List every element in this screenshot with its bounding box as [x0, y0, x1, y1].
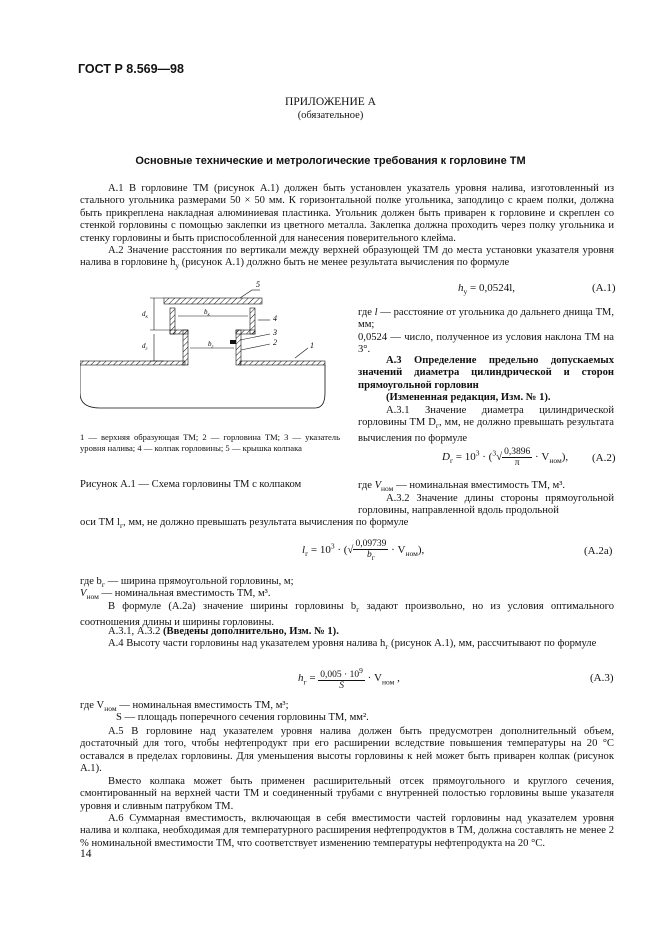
document-header: ГОСТ Р 8.569—98	[78, 62, 184, 76]
label-3: 3	[273, 328, 277, 337]
label-4: 4	[273, 314, 277, 323]
paragraph-a2: А.2 Значение расстояния по вертикали между верхней образующей ТМ до места установки указателя уровня налива в горловине $h_y$ (рисунок А.1) должно быть не менее результата вычисления по формуле	[80, 245, 614, 271]
equation-number-a2a: (А.2а)	[584, 545, 613, 557]
equation-a1: $h_y = 0,0524l$,	[458, 282, 516, 297]
figure-legend: 1 — верхняя образующая ТМ; 2 — горловина ТМ; 3 — указатель уровня налива; 4 — колпак горловины; 5 — крышка колпака	[80, 432, 340, 453]
paragraph-a31: А.3.1 Значение диаметра цилиндрической горловины ТМ $D_г$, мм, не должно превышать результата вычисления по формуле	[358, 405, 614, 444]
where-a1-line2: 0,0524 — число, полученное из условия наклона ТМ на 3°.	[358, 332, 614, 356]
equation-number-a1: (А.1)	[592, 282, 616, 294]
paragraph-a32-cont: оси ТМ $l_г$, мм, не должно превышать результата вычисления по формуле	[80, 517, 409, 531]
section-a3-edition: (Измененная редакция, Изм. № 1).	[386, 392, 551, 403]
appendix-title: ПРИЛОЖЕНИЕ А	[285, 96, 376, 108]
neck-wall-right	[236, 330, 241, 365]
paragraph-a5: А.5 В горловине над указателем уровня налива должен быть предусмотрен дополнительный объем, достаточный для того, чтобы нефтепродукт при его расширении вследствие повышения температуры на 20 °С оставался в пределах горловины. Для уменьшения высоты горловины к ней может быть приварен колпак (рисунок А.1).	[80, 726, 614, 775]
cap-cover	[164, 298, 262, 304]
svg-text:dг: $d_г$	[142, 342, 148, 352]
equation-number-a3: (А.3)	[590, 672, 614, 684]
where-a2a-line2: $V_{ном}$ — номинальная вместимость ТМ, м³.	[80, 588, 271, 602]
paragraph-a1: А.1 В горловине ТМ (рисунок А.1) должен быть установлен указатель уровня налива, изготовленный из стального угольника размерами 50 × 50 мм. К горизонтальной полке угольника, заподлицо с краем полки, должна быть прикреплена накладная алюминиевая пластинка. Угольник должен быть приварен к горловине и скреплен со стенкой горловины с помощью заклепки из цветного металла. Заклепка должна проходить через полку угольника и стенку горловины и быть приспособленной для нанесения поверительного клейма.	[80, 183, 614, 244]
cap-bottom-left	[170, 330, 188, 334]
paragraph-added: А.3.1, А.3.2 (Введены дополнительно, Изм. № 1).	[108, 626, 339, 637]
label-5: 5	[256, 280, 260, 289]
neck-scheme-drawing	[80, 268, 340, 418]
tank-body	[80, 365, 325, 408]
paragraph-a4: А.4 Высоту части горловины над указателем уровня налива $h_г$ (рисунок А.1), мм, рассчитывают по формуле	[108, 638, 597, 652]
equation-a2a: $l_г = 10^3$ · (√ $\frac{0,09739}{b_г}$ · $V_{ном}$),	[302, 539, 425, 562]
cap-bottom-right	[236, 330, 255, 334]
tank-top-left	[80, 361, 185, 365]
where-a2: где $V_{ном}$ — номинальная вместимость ТМ, м³.	[358, 480, 566, 494]
tank-top-right	[240, 361, 325, 365]
where-a3-line2: S — площадь поперечного сечения горловины ТМ, мм².	[116, 712, 369, 723]
paragraph-a5b: Вместо колпака может быть применен расширительный отсек прямоугольного и круглого сечения, смонтированный на верхней части ТМ и соединенный трубами с внутренней полостью горловины выше указателя уровня и сливным патрубком ТМ.	[80, 776, 614, 812]
where-a1-line1: где l — расстояние от угольника до дальнего днища ТМ, мм;	[358, 307, 614, 331]
appendix-note: (обязательное)	[297, 110, 364, 121]
equation-number-a2: (А.2)	[592, 452, 616, 464]
figure-caption: Рисунок А.1 — Схема горловины ТМ с колпаком	[80, 479, 302, 490]
section-title: Основные технические и метрологические требования к горловине ТМ	[135, 155, 526, 167]
where-a2a-line1: где $b_г$ — ширина прямоугольной горловины, м;	[80, 576, 294, 590]
paragraph-a2a-note: В формуле (А.2а) значение ширины горловины $b_г$ задают произвольно, но из условия оптимального соотношения длины и ширины горловины.	[80, 601, 614, 628]
svg-text:dк: $d_к$	[142, 310, 148, 320]
page-number: 14	[80, 848, 92, 860]
level-indicator	[230, 340, 236, 344]
paragraph-a32: А.3.2 Значение длины стороны прямоугольной горловины, направленной вдоль продольной	[358, 493, 614, 517]
paragraph-a6: А.6 Суммарная вместимость, включающая в себя вместимости частей горловины над указателем уровня налива и колпака, необходимая для температурного расширения нефтепродуктов в ТМ, должна составлять не менее 2 % номинальной вместимости ТМ, что соответствует изменению температуры нефтепродукта на 20 °С.	[80, 813, 614, 849]
label-2: 2	[273, 338, 277, 347]
svg-text:bг: $b_г$	[208, 340, 214, 350]
equation-a2: $D_г = 10^3 \cdot (^3√$ $\frac{0,3896}{\pi}$ · $V_{ном}$),	[442, 447, 569, 468]
svg-text:bк: $b_к$	[204, 308, 210, 318]
where-a3-line1: где $V_{ном}$ — номинальная вместимость ТМ, м³;	[80, 700, 289, 714]
figure-a1	[80, 268, 340, 418]
equation-a3: $h_г$ = $\frac{0,005 \cdot 10^9}{S}$ · $V_{ном}$ ,	[298, 666, 400, 692]
section-a3-title: А.3 Определение предельно допускаемых значений диаметра цилиндрической и сторон прямоугольной горловин	[358, 355, 614, 391]
neck-wall-left	[183, 330, 188, 365]
label-1: 1	[310, 341, 314, 350]
